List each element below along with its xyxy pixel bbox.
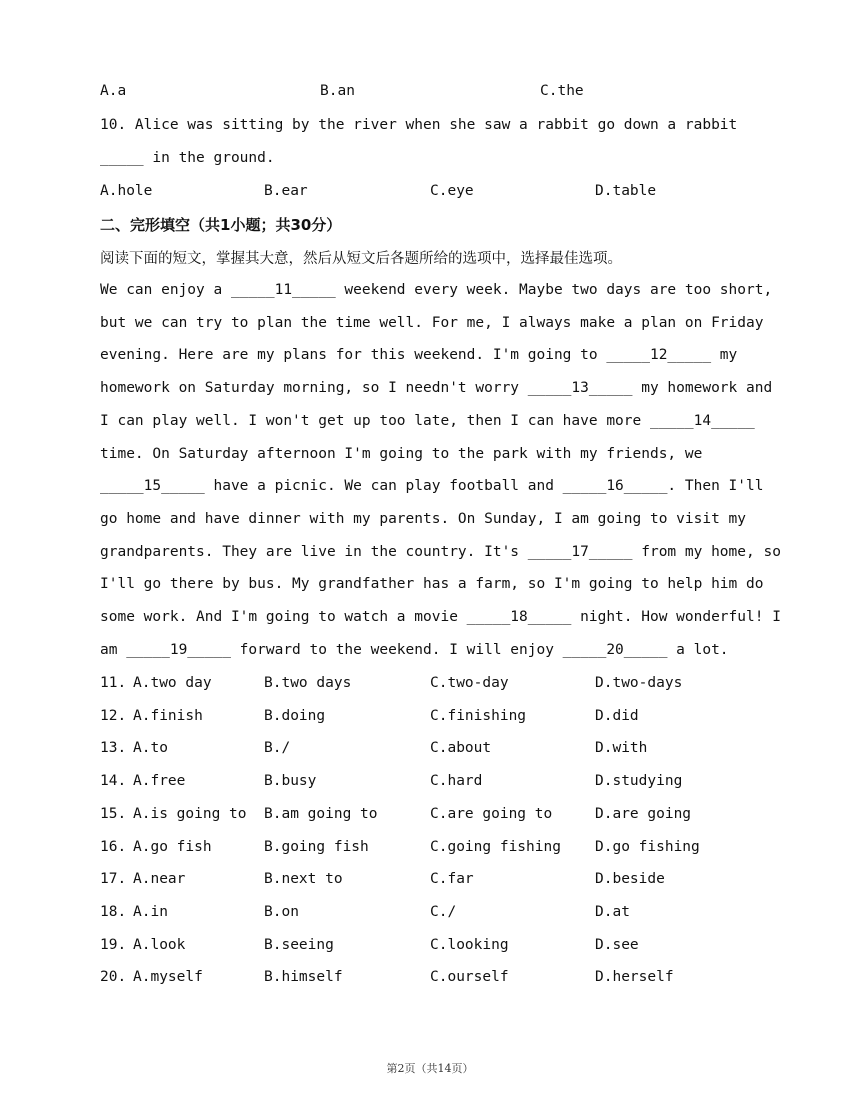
section-heading: 二、完形填空（共1小题；共30分） bbox=[100, 216, 342, 234]
option-a: A.finish bbox=[133, 707, 203, 724]
question-number: 20. bbox=[100, 969, 127, 986]
option-b: B.going fish bbox=[264, 838, 369, 855]
question-number: 11. bbox=[100, 675, 127, 691]
option-c: C.about bbox=[430, 740, 492, 757]
option-c: C.looking bbox=[430, 936, 509, 953]
option-d: D.herself bbox=[595, 969, 674, 986]
option-b: B.on bbox=[264, 903, 299, 920]
option-b: B.doing bbox=[264, 707, 326, 724]
passage-line: but we can try to plan the time well. For me, I always make a plan on Friday bbox=[100, 314, 764, 331]
option-a: A.near bbox=[133, 871, 186, 888]
option-a: A.go fish bbox=[133, 838, 212, 855]
q9-option-c: C.the bbox=[540, 83, 584, 99]
option-a: A.free bbox=[133, 773, 186, 790]
option-c: C.ourself bbox=[430, 969, 509, 986]
option-a: A.two day bbox=[133, 675, 212, 691]
option-d: D.go fishing bbox=[595, 838, 700, 855]
passage-line: I'll go there by bus. My grandfather has a farm, so I'm going to help him do bbox=[100, 576, 764, 593]
option-c: C.two-day bbox=[430, 675, 509, 691]
option-b: B.am going to bbox=[264, 805, 378, 822]
option-d: D.at bbox=[595, 903, 630, 920]
q9-option-a: A.a bbox=[100, 83, 127, 99]
option-c: C./ bbox=[430, 903, 457, 920]
option-b: B.next to bbox=[264, 871, 343, 888]
q9-option-b: B.an bbox=[320, 83, 355, 99]
option-a: A.in bbox=[133, 903, 168, 920]
question-number: 12. bbox=[100, 707, 127, 724]
section-instruction: 阅读下面的短文，掌握其大意，然后从短文后各题所给的选项中，选择最佳选项。 bbox=[100, 251, 622, 267]
passage-line: We can enjoy a _____11_____ weekend every week. Maybe two days are too short, bbox=[100, 282, 773, 298]
option-c: C.finishing bbox=[430, 707, 527, 724]
passage-line: grandparents. They are live in the country. It's _____17_____ from my home, so bbox=[100, 543, 781, 560]
question-number: 18. bbox=[100, 903, 127, 920]
option-b: B./ bbox=[264, 740, 291, 757]
option-c: C.going fishing bbox=[430, 838, 561, 855]
option-d: D.did bbox=[595, 707, 639, 724]
q10-option-b: B.ear bbox=[264, 183, 308, 199]
passage-line: homework on Saturday morning, so I needn't worry _____13_____ my homework and bbox=[100, 380, 773, 397]
option-c: C.are going to bbox=[430, 805, 553, 822]
option-d: D.are going bbox=[595, 805, 692, 822]
passage-line: go home and have dinner with my parents. On Sunday, I am going to visit my bbox=[100, 510, 747, 527]
q10-option-c: C.eye bbox=[430, 183, 474, 199]
option-c: C.far bbox=[430, 871, 474, 888]
option-b: B.himself bbox=[264, 969, 343, 986]
passage-line: some work. And I'm going to watch a movie _____18_____ night. How wonderful! I bbox=[100, 609, 781, 625]
option-d: D.two-days bbox=[595, 675, 683, 691]
question-number: 15. bbox=[100, 805, 127, 822]
option-b: B.busy bbox=[264, 773, 317, 790]
question-number: 17. bbox=[100, 871, 127, 888]
question-number: 13. bbox=[100, 740, 127, 757]
option-a: A.is going to bbox=[133, 805, 247, 822]
passage-line: _____15_____ have a picnic. We can play football and _____16_____. Then I'll bbox=[100, 478, 764, 495]
option-c: C.hard bbox=[430, 773, 483, 790]
passage-line: am _____19_____ forward to the weekend. I will enjoy _____20_____ a lot. bbox=[100, 641, 729, 658]
passage-line: time. On Saturday afternoon I'm going to the park with my friends, we bbox=[100, 445, 703, 462]
option-d: D.see bbox=[595, 936, 639, 953]
option-a: A.myself bbox=[133, 969, 203, 986]
option-b: B.two days bbox=[264, 675, 352, 691]
q10-option-d: D.table bbox=[595, 183, 657, 199]
question-number: 19. bbox=[100, 936, 127, 953]
passage-line: I can play well. I won't get up too late, then I can have more _____14_____ bbox=[100, 412, 755, 429]
option-d: D.with bbox=[595, 740, 648, 757]
option-d: D.studying bbox=[595, 773, 683, 790]
q10-stem-line1: 10. Alice was sitting by the river when she saw a rabbit go down a rabbit bbox=[100, 117, 738, 133]
option-a: A.to bbox=[133, 740, 168, 757]
option-b: B.seeing bbox=[264, 936, 334, 953]
page-footer: 第2页（共14页） bbox=[386, 1062, 474, 1075]
passage-line: evening. Here are my plans for this weekend. I'm going to _____12_____ my bbox=[100, 347, 738, 364]
question-number: 14. bbox=[100, 773, 127, 790]
option-a: A.look bbox=[133, 936, 186, 953]
option-d: D.beside bbox=[595, 871, 665, 888]
q10-option-a: A.hole bbox=[100, 183, 153, 199]
question-number: 16. bbox=[100, 838, 127, 855]
q10-stem-line2: _____ in the ground. bbox=[100, 150, 275, 166]
